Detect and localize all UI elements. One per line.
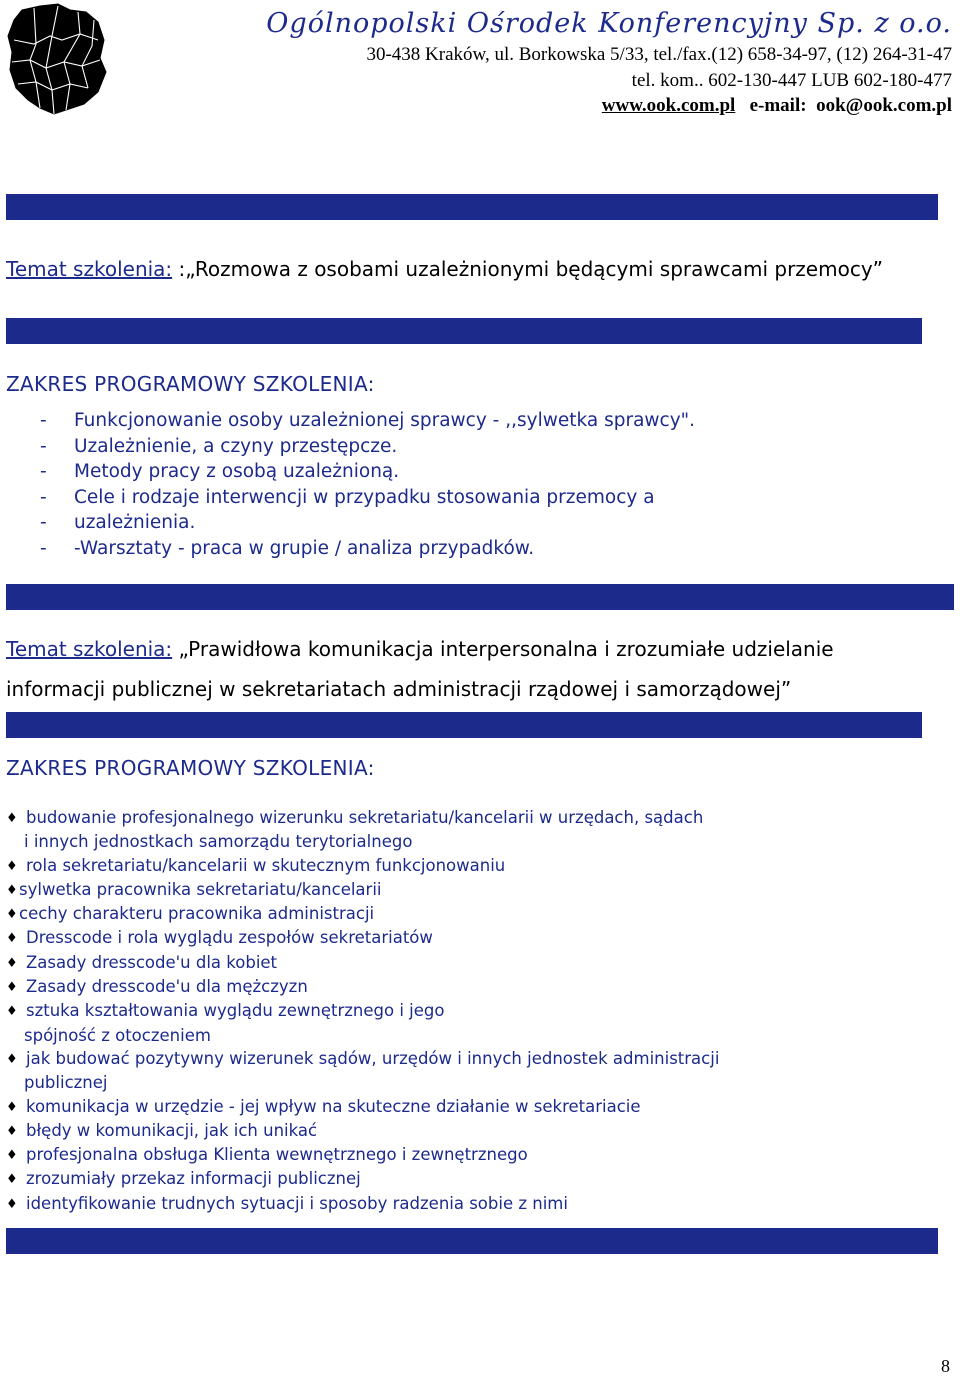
scope-heading: ZAKRES PROGRAMOWY SZKOLENIA: [6,372,375,396]
topic-label: Temat szkolenia: [6,637,173,661]
diamond-bullet-icon: ♦ [6,1004,18,1020]
divider-bar [6,584,954,610]
list-item: ♦ Dresscode i rola wyglądu zespołów sekretariatów [6,926,719,950]
list-item: ♦ budowanie profesjonalnego wizerunku sekretariatu/kancelarii w urzędach, sądach [6,806,719,830]
list-item-continuation: publicznej [24,1073,108,1093]
scope-heading: ZAKRES PROGRAMOWY SZKOLENIA: [6,756,375,780]
diamond-bullet-icon: ♦ [6,1196,18,1212]
company-name: Ogólnopolski Ośrodek Konferencyjny Sp. z o.o. [266,8,952,39]
list-item: ♦sylwetka pracownika sekretariatu/kancelarii [6,878,719,902]
section1-topic [6,256,883,282]
topic-title-line1: „Prawidłowa komunikacja interpersonalna i zrozumiałe udzielanie [172,637,834,661]
list-item: - Cele i rodzaje interwencji w przypadku stosowania przemocy a [40,486,655,508]
list-item: - uzależnienia. [40,512,196,533]
divider-bar [6,712,922,738]
list-item-continuation: spójność z otoczeniem [24,1025,211,1045]
diamond-bullet-icon: ♦ [6,1099,18,1115]
diamond-bullet-icon: ♦ [6,955,18,971]
list-item: - Funkcjonowanie osoby uzależnionej sprawcy - ,,sylwetka sprawcy". [40,410,696,431]
list-item: ♦ jak budować pozytywny wizerunek sądów, urzędów i innych jednostek administracji [6,1047,719,1071]
email-label: e-mail: [749,95,807,116]
list-item: ♦ Zasady dresscode'u dla kobiet [6,951,719,975]
diamond-bullet-icon: ♦ [6,1051,18,1067]
poland-map-logo [0,0,112,118]
list-item: ♦ identyfikowanie trudnych sytuacji i sposoby radzenia sobie z nimi [6,1192,719,1216]
email-address[interactable]: ook@ook.com.pl [816,95,952,116]
list-item: ♦ komunikacja w urzędzie - jej wpływ na skuteczne działanie w sekretariacie [6,1095,719,1119]
diamond-bullet-icon: ♦ [6,1148,18,1164]
list-item: ♦ rola sekretariatu/kancelarii w skutecznym funkcjonowaniu [6,854,719,878]
company-phone: tel. kom.. 602-130-447 LUB 602-180-477 [631,70,952,91]
diamond-bullet-icon: ♦ [6,882,18,898]
diamond-bullet-icon: ♦ [6,811,18,826]
list-item: ♦ zrozumiały przekaz informacji publicznej [6,1167,719,1191]
website-link[interactable]: www.ook.com.pl [601,95,736,116]
topic-title: :„Rozmowa z osobami uzależnionymi będącymi sprawcami przemocy” [172,257,884,281]
section2-list [6,806,719,1216]
diamond-bullet-icon: ♦ [6,931,18,947]
list-item: ♦cechy charakteru pracownika administracji [6,902,719,926]
section2-topic-line2: informacji publicznej w sekretariatach administracji rządowej i samorządowej” [6,677,792,701]
diamond-bullet-icon: ♦ [6,907,18,923]
list-item: ♦ Zasady dresscode'u dla mężczyzn [6,975,719,999]
diamond-bullet-icon: ♦ [6,980,18,996]
diamond-bullet-icon: ♦ [6,1123,18,1139]
list-item-continuation: i innych jednostkach samorządu terytorialnego [24,832,413,852]
list-item: - -Warsztaty - praca w grupie / analiza przypadków. [40,537,535,559]
diamond-bullet-icon: ♦ [6,1172,18,1188]
list-item: ♦ błędy w komunikacji, jak ich unikać [6,1119,719,1143]
list-item: ♦ profesjonalna obsługa Klienta wewnętrznego i zewnętrznego [6,1143,719,1167]
list-item: - Metody pracy z osobą uzależnioną. [40,461,400,482]
divider-bar [6,1228,938,1254]
company-contact [602,95,952,117]
section1-list [40,408,695,561]
topic-label: Temat szkolenia: [6,257,173,281]
diamond-bullet-icon: ♦ [6,858,18,874]
section2-topic-line1 [6,636,834,662]
company-address: 30-438 Kraków, ul. Borkowska 5/33, tel./fax.(12) 658-34-97, (12) 264-31-47 [366,44,952,65]
divider-bar [6,194,938,220]
page-number: 8 [941,1356,950,1376]
list-item: ♦ sztuka kształtowania wyglądu zewnętrznego i jego [6,999,719,1023]
list-item: - Uzależnienie, a czyny przestępcze. [40,435,398,457]
divider-bar [6,318,922,344]
